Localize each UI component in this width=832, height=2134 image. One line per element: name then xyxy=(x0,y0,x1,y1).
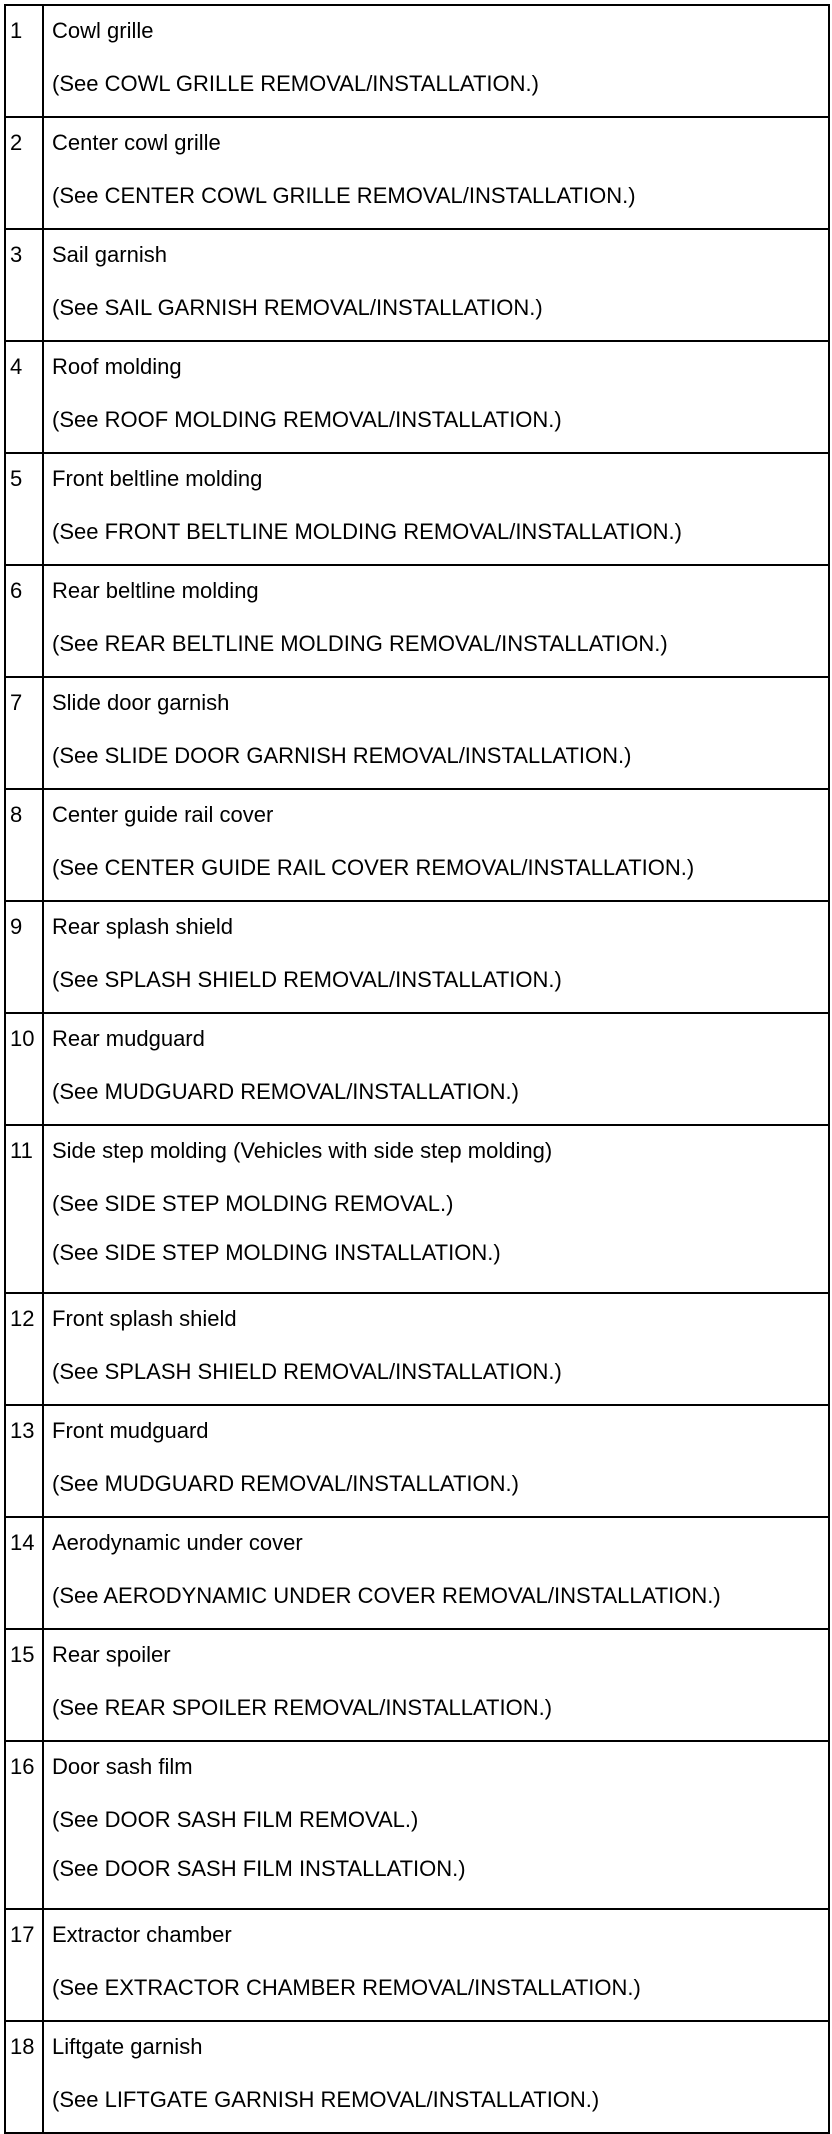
reference-link[interactable]: (See ROOF MOLDING REMOVAL/INSTALLATION.) xyxy=(52,407,562,432)
reference-link[interactable]: (See COWL GRILLE REMOVAL/INSTALLATION.) xyxy=(52,71,539,96)
reference-link[interactable]: (See FRONT BELTLINE MOLDING REMOVAL/INSTALLATION.) xyxy=(52,519,682,544)
part-name: Rear beltline molding xyxy=(52,578,259,603)
item-number: 5 xyxy=(5,453,43,565)
item-number: 18 xyxy=(5,2021,43,2133)
item-number: 15 xyxy=(5,1629,43,1741)
item-description xyxy=(43,229,829,341)
item-description xyxy=(43,1293,829,1405)
reference-link[interactable]: (See SPLASH SHIELD REMOVAL/INSTALLATION.) xyxy=(52,967,562,992)
item-number: 7 xyxy=(5,677,43,789)
reference-link[interactable]: (See DOOR SASH FILM REMOVAL.) xyxy=(52,1807,419,1832)
parts-table xyxy=(4,4,830,2134)
part-name: Slide door garnish xyxy=(52,690,230,715)
item-number: 11 xyxy=(5,1125,43,1293)
part-name: Front beltline molding xyxy=(52,466,263,491)
item-description xyxy=(43,1405,829,1517)
part-name: Door sash film xyxy=(52,1754,193,1779)
reference-link[interactable]: (See CENTER COWL GRILLE REMOVAL/INSTALLATION.) xyxy=(52,183,636,208)
part-name: Sail garnish xyxy=(52,242,167,267)
part-name: Roof molding xyxy=(52,354,182,379)
item-number: 17 xyxy=(5,1909,43,2021)
table-row xyxy=(5,1629,829,1741)
reference-link[interactable]: (See CENTER GUIDE RAIL COVER REMOVAL/INSTALLATION.) xyxy=(52,855,695,880)
item-description xyxy=(43,453,829,565)
item-number: 3 xyxy=(5,229,43,341)
item-number: 12 xyxy=(5,1293,43,1405)
item-number: 6 xyxy=(5,565,43,677)
part-name: Rear spoiler xyxy=(52,1642,171,1667)
reference-link[interactable]: (See MUDGUARD REMOVAL/INSTALLATION.) xyxy=(52,1471,519,1496)
table-row xyxy=(5,1013,829,1125)
item-description xyxy=(43,1013,829,1125)
table-row xyxy=(5,2021,829,2133)
table-row xyxy=(5,1909,829,2021)
item-number: 13 xyxy=(5,1405,43,1517)
item-description xyxy=(43,1517,829,1629)
item-description xyxy=(43,1125,829,1293)
item-number: 4 xyxy=(5,341,43,453)
reference-link[interactable]: (See SPLASH SHIELD REMOVAL/INSTALLATION.) xyxy=(52,1359,562,1384)
part-name: Front mudguard xyxy=(52,1418,209,1443)
part-name: Rear splash shield xyxy=(52,914,233,939)
item-description xyxy=(43,1629,829,1741)
table-row xyxy=(5,5,829,117)
reference-link[interactable]: (See SIDE STEP MOLDING REMOVAL.) xyxy=(52,1191,454,1216)
item-number: 1 xyxy=(5,5,43,117)
item-number: 14 xyxy=(5,1517,43,1629)
reference-link[interactable]: (See REAR SPOILER REMOVAL/INSTALLATION.) xyxy=(52,1695,553,1720)
parts-table-body xyxy=(5,5,829,2133)
reference-link[interactable]: (See SAIL GARNISH REMOVAL/INSTALLATION.) xyxy=(52,295,543,320)
table-row xyxy=(5,565,829,677)
parts-document xyxy=(4,4,826,2112)
item-description xyxy=(43,5,829,117)
reference-link[interactable]: (See SIDE STEP MOLDING INSTALLATION.) xyxy=(52,1240,501,1265)
part-name: Extractor chamber xyxy=(52,1922,232,1947)
reference-link[interactable]: (See EXTRACTOR CHAMBER REMOVAL/INSTALLATION.) xyxy=(52,1975,641,2000)
table-row xyxy=(5,1405,829,1517)
table-row xyxy=(5,789,829,901)
part-name: Center cowl grille xyxy=(52,130,221,155)
table-row xyxy=(5,1517,829,1629)
table-row xyxy=(5,341,829,453)
item-number: 2 xyxy=(5,117,43,229)
table-row xyxy=(5,677,829,789)
item-description xyxy=(43,341,829,453)
item-number: 8 xyxy=(5,789,43,901)
item-number: 9 xyxy=(5,901,43,1013)
table-row xyxy=(5,117,829,229)
item-number: 10 xyxy=(5,1013,43,1125)
part-name: Center guide rail cover xyxy=(52,802,274,827)
item-description xyxy=(43,789,829,901)
reference-link[interactable]: (See MUDGUARD REMOVAL/INSTALLATION.) xyxy=(52,1079,519,1104)
part-name: Aerodynamic under cover xyxy=(52,1530,303,1555)
item-description xyxy=(43,1741,829,1909)
table-row xyxy=(5,1741,829,1909)
reference-link[interactable]: (See AERODYNAMIC UNDER COVER REMOVAL/INSTALLATION.) xyxy=(52,1583,721,1608)
reference-link[interactable]: (See SLIDE DOOR GARNISH REMOVAL/INSTALLATION.) xyxy=(52,743,632,768)
item-description xyxy=(43,117,829,229)
part-name: Rear mudguard xyxy=(52,1026,205,1051)
table-row xyxy=(5,453,829,565)
part-name: Side step molding (Vehicles with side step molding) xyxy=(52,1138,553,1163)
table-row xyxy=(5,901,829,1013)
table-row xyxy=(5,229,829,341)
item-description xyxy=(43,677,829,789)
reference-link[interactable]: (See DOOR SASH FILM INSTALLATION.) xyxy=(52,1856,466,1881)
item-description xyxy=(43,2021,829,2133)
item-description xyxy=(43,901,829,1013)
reference-link[interactable]: (See REAR BELTLINE MOLDING REMOVAL/INSTALLATION.) xyxy=(52,631,668,656)
table-row xyxy=(5,1125,829,1293)
part-name: Front splash shield xyxy=(52,1306,237,1331)
item-number: 16 xyxy=(5,1741,43,1909)
reference-link[interactable]: (See LIFTGATE GARNISH REMOVAL/INSTALLATION.) xyxy=(52,2087,600,2112)
table-row xyxy=(5,1293,829,1405)
item-description xyxy=(43,565,829,677)
part-name: Liftgate garnish xyxy=(52,2034,203,2059)
part-name: Cowl grille xyxy=(52,18,154,43)
item-description xyxy=(43,1909,829,2021)
